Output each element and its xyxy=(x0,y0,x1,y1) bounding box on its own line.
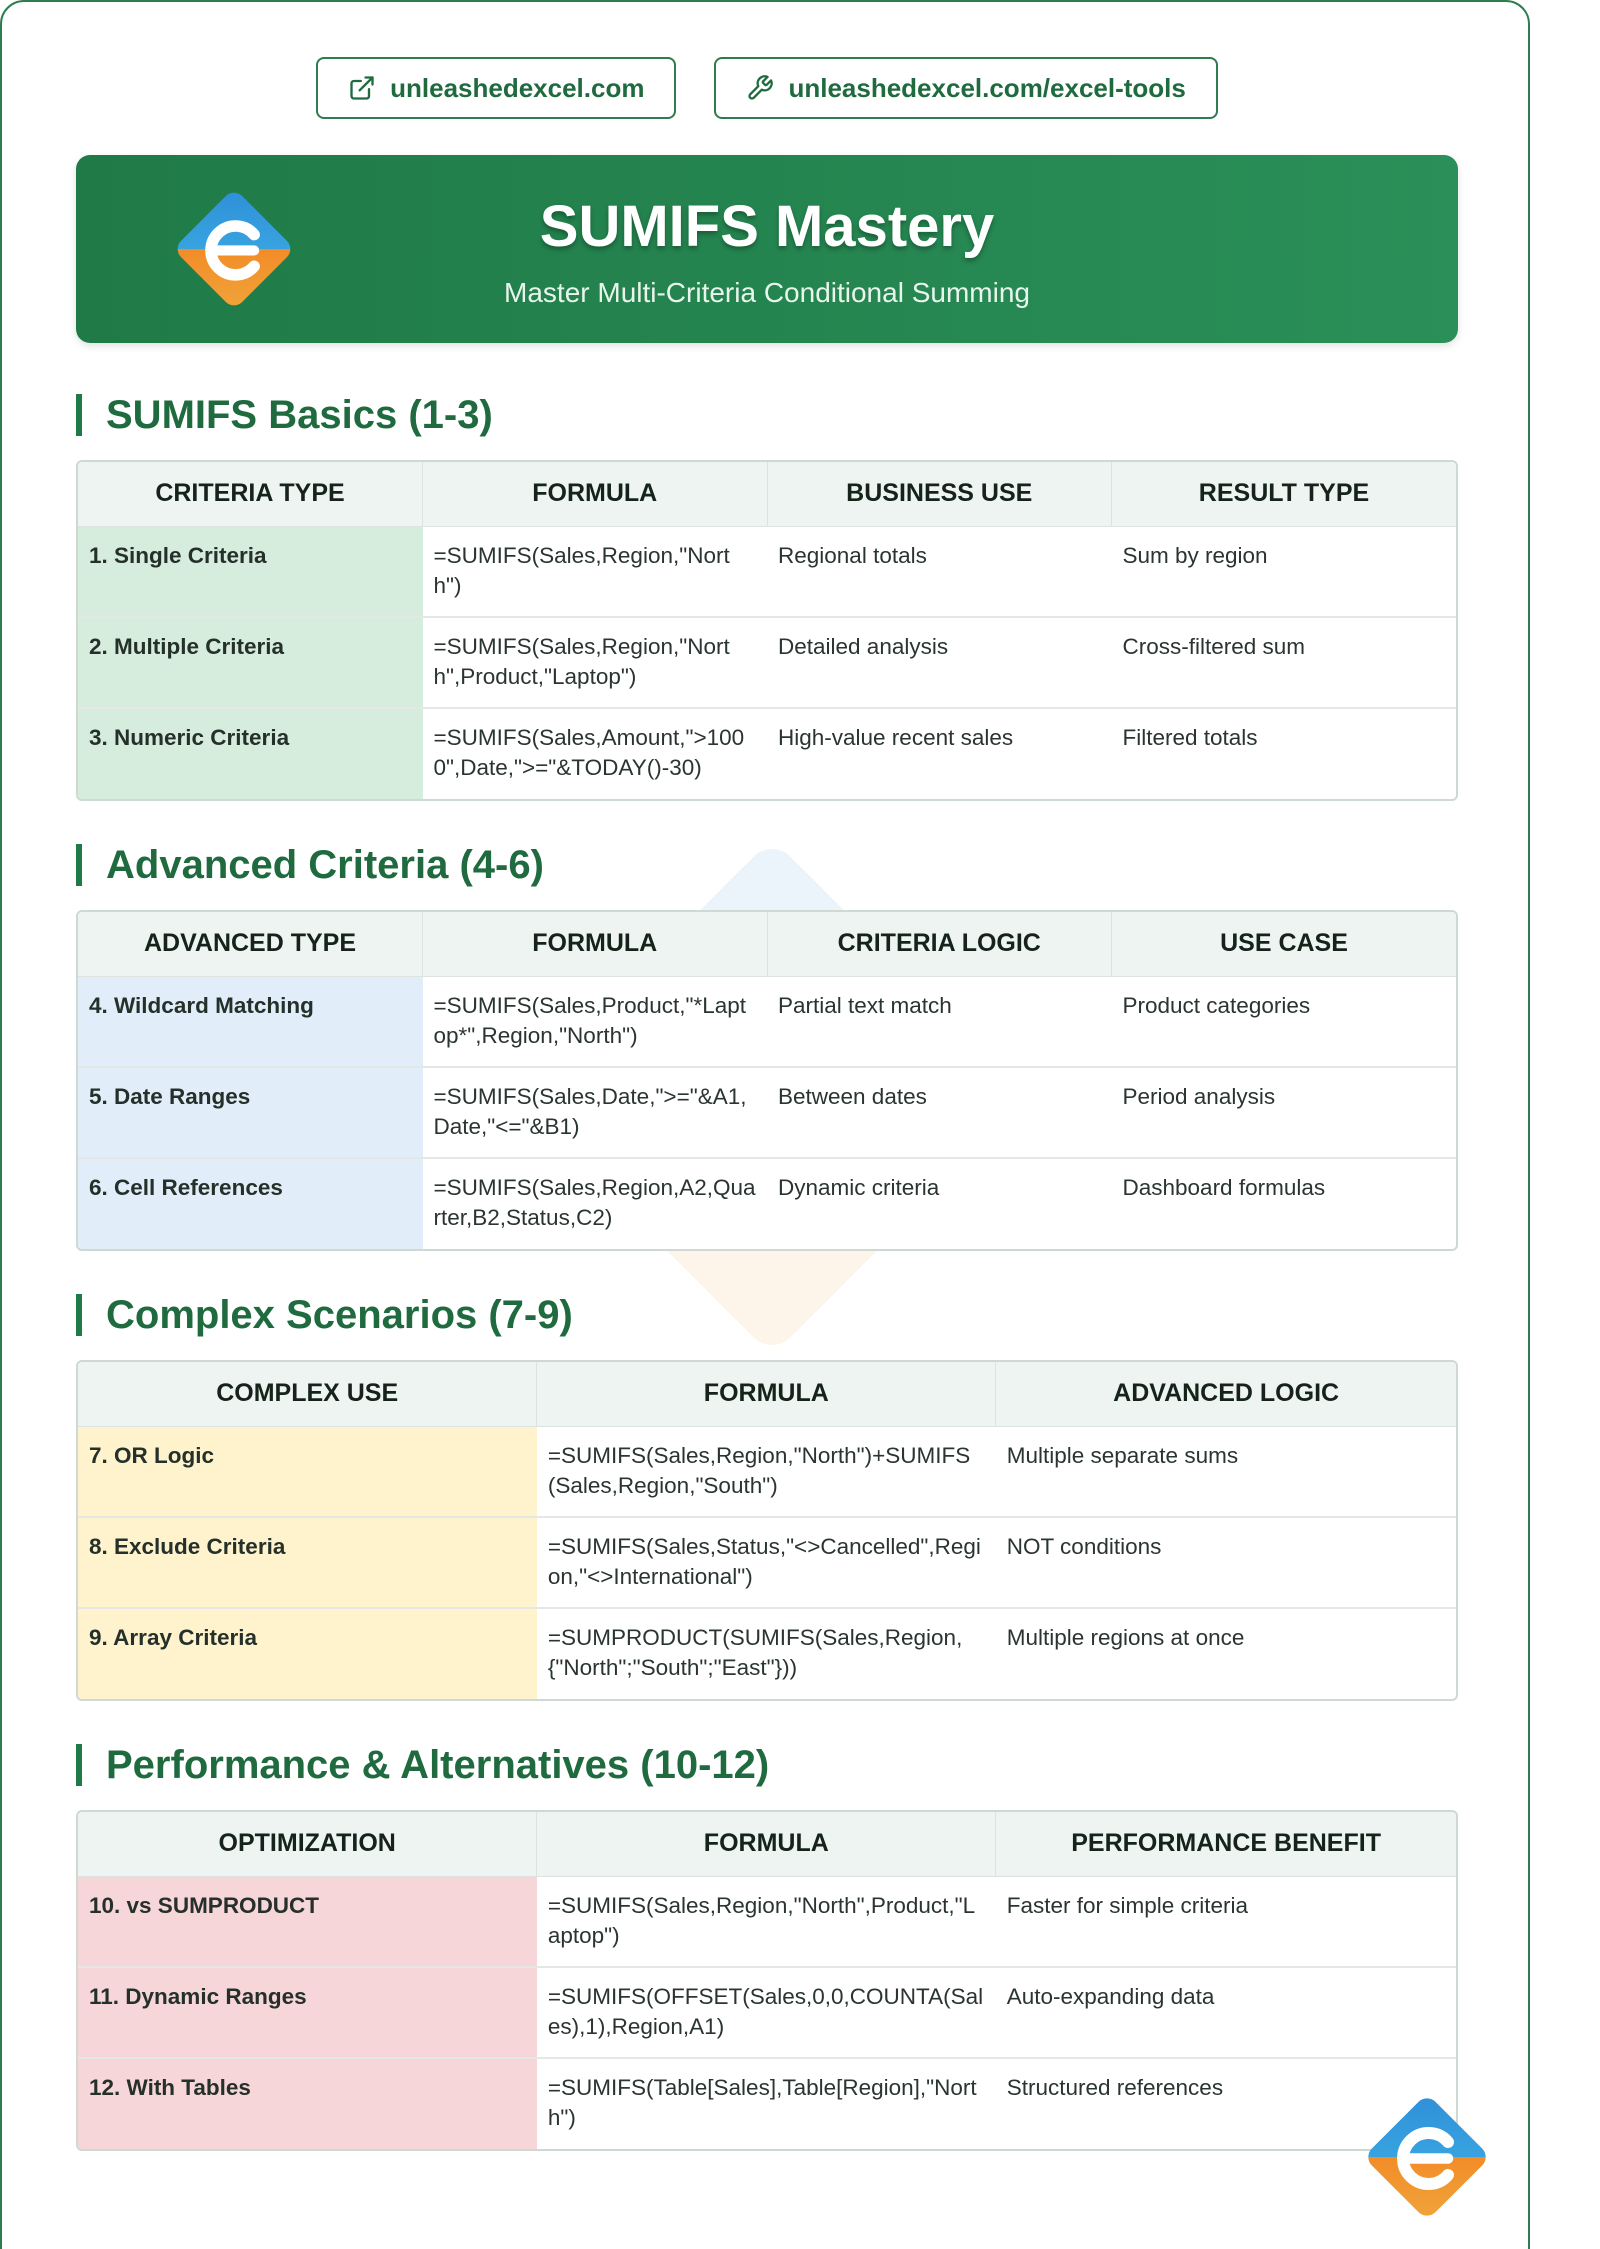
website-link-button[interactable] xyxy=(316,57,676,119)
table-row xyxy=(78,1876,1456,1967)
column-header: ADVANCED TYPE xyxy=(78,912,423,976)
performance-benefit-cell: Structured references xyxy=(1006,2075,1224,2100)
table-row xyxy=(78,708,1456,799)
result-type-cell: Cross-filtered sum xyxy=(1112,617,1457,708)
external-link-icon xyxy=(348,74,376,102)
use-case-cell: Period analysis xyxy=(1112,1067,1457,1158)
column-header: FORMULA xyxy=(537,1362,996,1426)
table-row xyxy=(78,1608,1456,1699)
row-label: 5. Date Ranges xyxy=(78,1067,423,1158)
section-title-advanced: Advanced Criteria (4-6) xyxy=(76,844,544,886)
formula-cell: =SUMPRODUCT(SUMIFS(Sales,Region,{"North";"South";"East"})) xyxy=(547,1625,963,1680)
table-header-row xyxy=(78,912,1456,976)
formula-cell: =SUMIFS(Sales,Date,">="&A1,Date,"<="&B1) xyxy=(423,1067,768,1158)
table-complex xyxy=(76,1360,1458,1701)
tools-link-label: unleashedexcel.com/excel-tools xyxy=(788,72,1186,103)
table-row xyxy=(78,1967,1456,2058)
business-use-cell: Detailed analysis xyxy=(767,617,1112,708)
performance-benefit-cell: Faster for simple criteria xyxy=(996,1876,1456,1967)
row-label: 4. Wildcard Matching xyxy=(78,976,423,1067)
page-subtitle: Master Multi-Criteria Conditional Summing xyxy=(504,277,1030,308)
column-header: FORMULA xyxy=(423,912,768,976)
formula-cell: =SUMIFS(OFFSET(Sales,0,0,COUNTA(Sales),1),Region,A1) xyxy=(537,1967,996,2058)
use-case-cell: Product categories xyxy=(1112,976,1457,1067)
formula-cell: =SUMIFS(Sales,Status,"<>Cancelled",Region,"<>International") xyxy=(537,1517,996,1608)
column-header: USE CASE xyxy=(1112,912,1457,976)
row-label: 9. Array Criteria xyxy=(78,1608,537,1699)
table-row xyxy=(78,526,1456,617)
row-label: 6. Cell References xyxy=(78,1158,423,1249)
column-header: FORMULA xyxy=(537,1812,996,1876)
advanced-logic-cell: NOT conditions xyxy=(996,1517,1456,1608)
table-row xyxy=(78,617,1456,708)
advanced-logic-cell: Multiple separate sums xyxy=(996,1426,1456,1517)
table-header-row xyxy=(78,1812,1456,1876)
table-basics xyxy=(76,460,1458,801)
row-label: 12. With Tables xyxy=(78,2058,537,2149)
criteria-logic-cell: Partial text match xyxy=(767,976,1112,1067)
table-row xyxy=(78,1067,1456,1158)
formula-cell: =SUMIFS(Sales,Region,"North",Product,"Laptop") xyxy=(537,1876,996,1967)
criteria-logic-cell: Between dates xyxy=(767,1067,1112,1158)
column-header: CRITERIA TYPE xyxy=(78,462,423,526)
business-use-cell: Regional totals xyxy=(767,526,1112,617)
formula-cell: =SUMIFS(Sales,Region,"North") xyxy=(423,526,768,617)
column-header: OPTIMIZATION xyxy=(78,1812,537,1876)
formula-cell: =SUMIFS(Sales,Amount,">1000",Date,">="&TODAY()-30) xyxy=(433,725,745,780)
wrench-icon xyxy=(746,74,774,102)
column-header: ADVANCED LOGIC xyxy=(996,1362,1456,1426)
result-type-cell: Sum by region xyxy=(1112,526,1457,617)
table-advanced xyxy=(76,910,1458,1251)
formula-cell: =SUMIFS(Sales,Region,A2,Quarter,B2,Status,C2) xyxy=(433,1175,756,1230)
link-bar xyxy=(2,57,1532,119)
website-link-label: unleashedexcel.com xyxy=(390,72,645,103)
column-header: FORMULA xyxy=(423,462,768,526)
formula-cell: =SUMIFS(Sales,Region,"North",Product,"Laptop") xyxy=(423,617,768,708)
column-header: BUSINESS USE xyxy=(767,462,1112,526)
result-type-cell: Filtered totals xyxy=(1122,725,1258,750)
row-label: 1. Single Criteria xyxy=(78,526,423,617)
use-case-cell: Dashboard formulas xyxy=(1122,1175,1326,1200)
tools-link-button[interactable] xyxy=(714,57,1217,119)
formula-cell: =SUMIFS(Sales,Product,"*Laptop*",Region,"North") xyxy=(423,976,768,1067)
criteria-logic-cell: Dynamic criteria xyxy=(778,1175,940,1200)
table-header-row xyxy=(78,1362,1456,1426)
table-row xyxy=(78,1426,1456,1517)
business-use-cell: High-value recent sales xyxy=(778,725,1014,750)
advanced-logic-cell: Multiple regions at once xyxy=(1006,1625,1245,1650)
table-header-row xyxy=(78,462,1456,526)
column-header: PERFORMANCE BENEFIT xyxy=(996,1812,1456,1876)
hero-banner xyxy=(76,155,1458,343)
column-header: RESULT TYPE xyxy=(1112,462,1457,526)
row-label: 8. Exclude Criteria xyxy=(78,1517,537,1608)
table-performance xyxy=(76,1810,1458,2151)
row-label: 10. vs SUMPRODUCT xyxy=(78,1876,537,1967)
table-row xyxy=(78,976,1456,1067)
column-header: COMPLEX USE xyxy=(78,1362,537,1426)
performance-benefit-cell: Auto-expanding data xyxy=(996,1967,1456,2058)
section-title-performance: Performance & Alternatives (10-12) xyxy=(76,1744,769,1786)
row-label: 7. OR Logic xyxy=(78,1426,537,1517)
formula-cell: =SUMIFS(Sales,Region,"North")+SUMIFS(Sales,Region,"South") xyxy=(537,1426,996,1517)
table-row xyxy=(78,1158,1456,1249)
column-header: CRITERIA LOGIC xyxy=(767,912,1112,976)
row-label: 2. Multiple Criteria xyxy=(78,617,423,708)
section-title-basics: SUMIFS Basics (1-3) xyxy=(76,394,493,436)
corner-logo-icon xyxy=(1352,2082,1502,2232)
table-row xyxy=(78,2058,1456,2149)
row-label: 3. Numeric Criteria xyxy=(78,708,423,799)
table-row xyxy=(78,1517,1456,1608)
page-title: SUMIFS Mastery xyxy=(539,194,995,259)
row-label: 11. Dynamic Ranges xyxy=(78,1967,537,2058)
section-title-complex: Complex Scenarios (7-9) xyxy=(76,1294,573,1336)
formula-cell: =SUMIFS(Table[Sales],Table[Region],"North") xyxy=(547,2075,977,2130)
